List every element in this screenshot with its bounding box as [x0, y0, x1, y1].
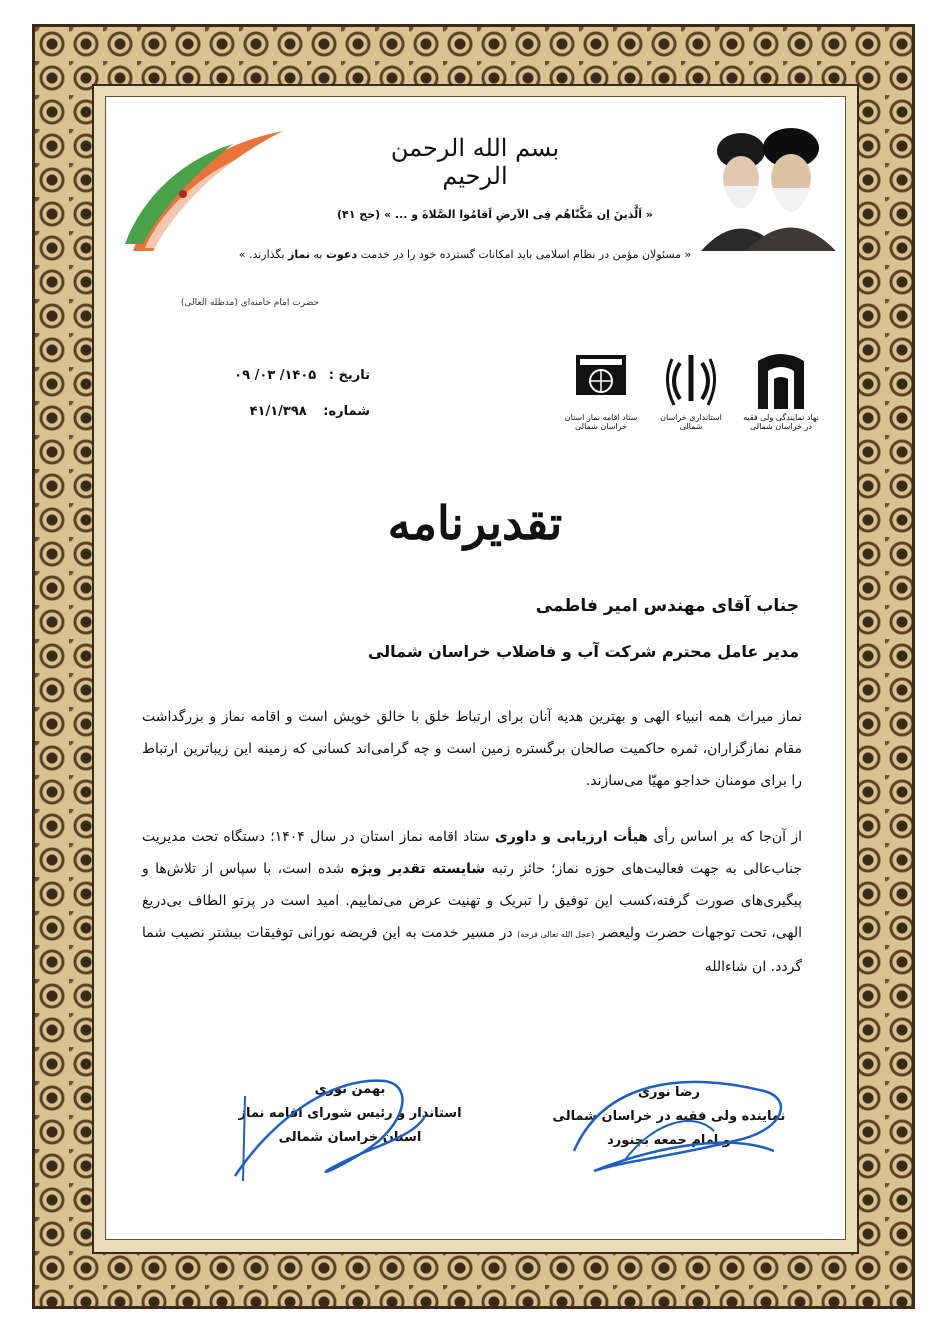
province-logo-icon — [752, 351, 810, 413]
logo-row — [559, 351, 819, 461]
para2-part-c: ستاد اقامه نماز استان در سال ۱۴۰۴؛ دستگاه تحت مدیریت جناب‌عالی به جهت فعالیت‌های حوزه نماز؛ حائز رتبه — [142, 829, 802, 877]
number-line — [140, 404, 370, 419]
signer-left-title1: استاندار و رئیس شورای اقامه نماز — [238, 1106, 462, 1121]
quote-suffix: بگذارند. » — [238, 248, 289, 261]
certificate-content — [105, 96, 844, 1238]
quote-mid: به — [310, 248, 326, 261]
namaz-logo-block — [563, 351, 639, 431]
namaz-logo-label: ستاد اقامه نماز استان خراسان شمالی — [564, 413, 638, 431]
emblem-logo-block — [653, 351, 729, 431]
signer-left-name: بهمن نوری — [314, 1082, 386, 1097]
para2-part-e: شده است، با سپاس از تلاش‌ها و پیگیری‌های صورت گرفته،کسب این توفیق را تبریک و تهنیت عرض می‌نماییم. امید است در پرتو الطاف بی‌دریغ الهی، تحت توجهات حضرت ولیعصر — [142, 861, 802, 941]
body-paragraph-2 — [142, 821, 802, 983]
para2-honorific: (عجل الله تعالی فرجه) — [517, 930, 595, 939]
recipient-name: جناب آقای مهندس امیر فاطمی — [535, 596, 799, 616]
number-label: شماره: — [323, 404, 370, 419]
para2-bold-rank: شایسته تقدیر ویژه — [350, 861, 486, 877]
province-logo-block — [743, 351, 819, 431]
quran-verse: « اَلَّذینَ اِن مَکَّنّاهُم فِی الاَرضِ اَقامُوا الصَّلاةَ و ... » (حج ۴۱) — [336, 208, 653, 221]
namaz-staff-icon — [572, 351, 630, 413]
province-logo-label: نهاد نمایندگی ولی فقیه در خراسان شمالی — [743, 413, 819, 431]
signer-left-title2: استان خراسان شمالی — [278, 1130, 422, 1145]
para2-bold-committee: هیأت ارزیابی و داوری — [494, 829, 648, 845]
signer-right-name: رضا نوری — [638, 1085, 700, 1100]
certificate-title: تقدیرنامه — [387, 496, 563, 550]
iran-emblem-icon — [662, 351, 720, 413]
signature-right-scribble — [564, 1061, 804, 1181]
quote-bold-2: نماز — [288, 248, 311, 261]
para2-part-g: در مسیر خدمت به این فریضه نورانی توفیقات بیشتر نصیب شما گردد. ان شاءالله — [142, 925, 802, 975]
quote-prefix: « مسئولان مؤمن در نظام اسلامی باید امکانات گسترده خود را در خدمت — [357, 248, 692, 261]
quote-bold-1: دعوت — [325, 248, 358, 261]
body-paragraph-1: نماز میراث همه انبیاء الهی و بهترین هدیه آنان برای ارتباط خلق با خالق خویش است و اقامه نماز و بزرگداشت مقام نمازگزاران، ثمره حاکمیت صالحان برگستره زمین است و چه گرامی‌اند کسانی که زمینه این زیباترین ارتباط را برای مومنان خداجو مهیّا می‌سازند. — [142, 709, 802, 789]
bismillah-calligraphy: بسم الله الرحمن الرحیم — [390, 134, 560, 190]
leader-quote — [215, 248, 715, 261]
portraits-image — [696, 116, 836, 251]
para2-part-a: از آن‌جا که بر اساس رأی — [648, 829, 803, 845]
number-value: ۴۱/۱/۳۹۸ — [249, 404, 307, 419]
signature-left-scribble — [215, 1056, 435, 1196]
emblem-logo-label: استانداری خراسان شمالی — [660, 413, 722, 431]
quote-attribution: حضرت امام خامنه‌ای (مدظله العالی) — [180, 298, 320, 308]
date-value: ۱۴۰۵/ ۰۳/ ۰۹ — [234, 368, 317, 383]
signer-right-title1: نماینده ولی فقیه در خراسان شمالی — [552, 1109, 786, 1124]
date-label: تاریخ : — [328, 368, 370, 383]
date-line — [140, 368, 370, 383]
flag-swoosh-icon — [123, 126, 293, 256]
signer-right-title2: و امام جمعه بجنورد — [607, 1133, 731, 1148]
recipient-position: مدیر عامل محترم شرکت آب و فاضلاب خراسان شمالی — [367, 642, 799, 661]
